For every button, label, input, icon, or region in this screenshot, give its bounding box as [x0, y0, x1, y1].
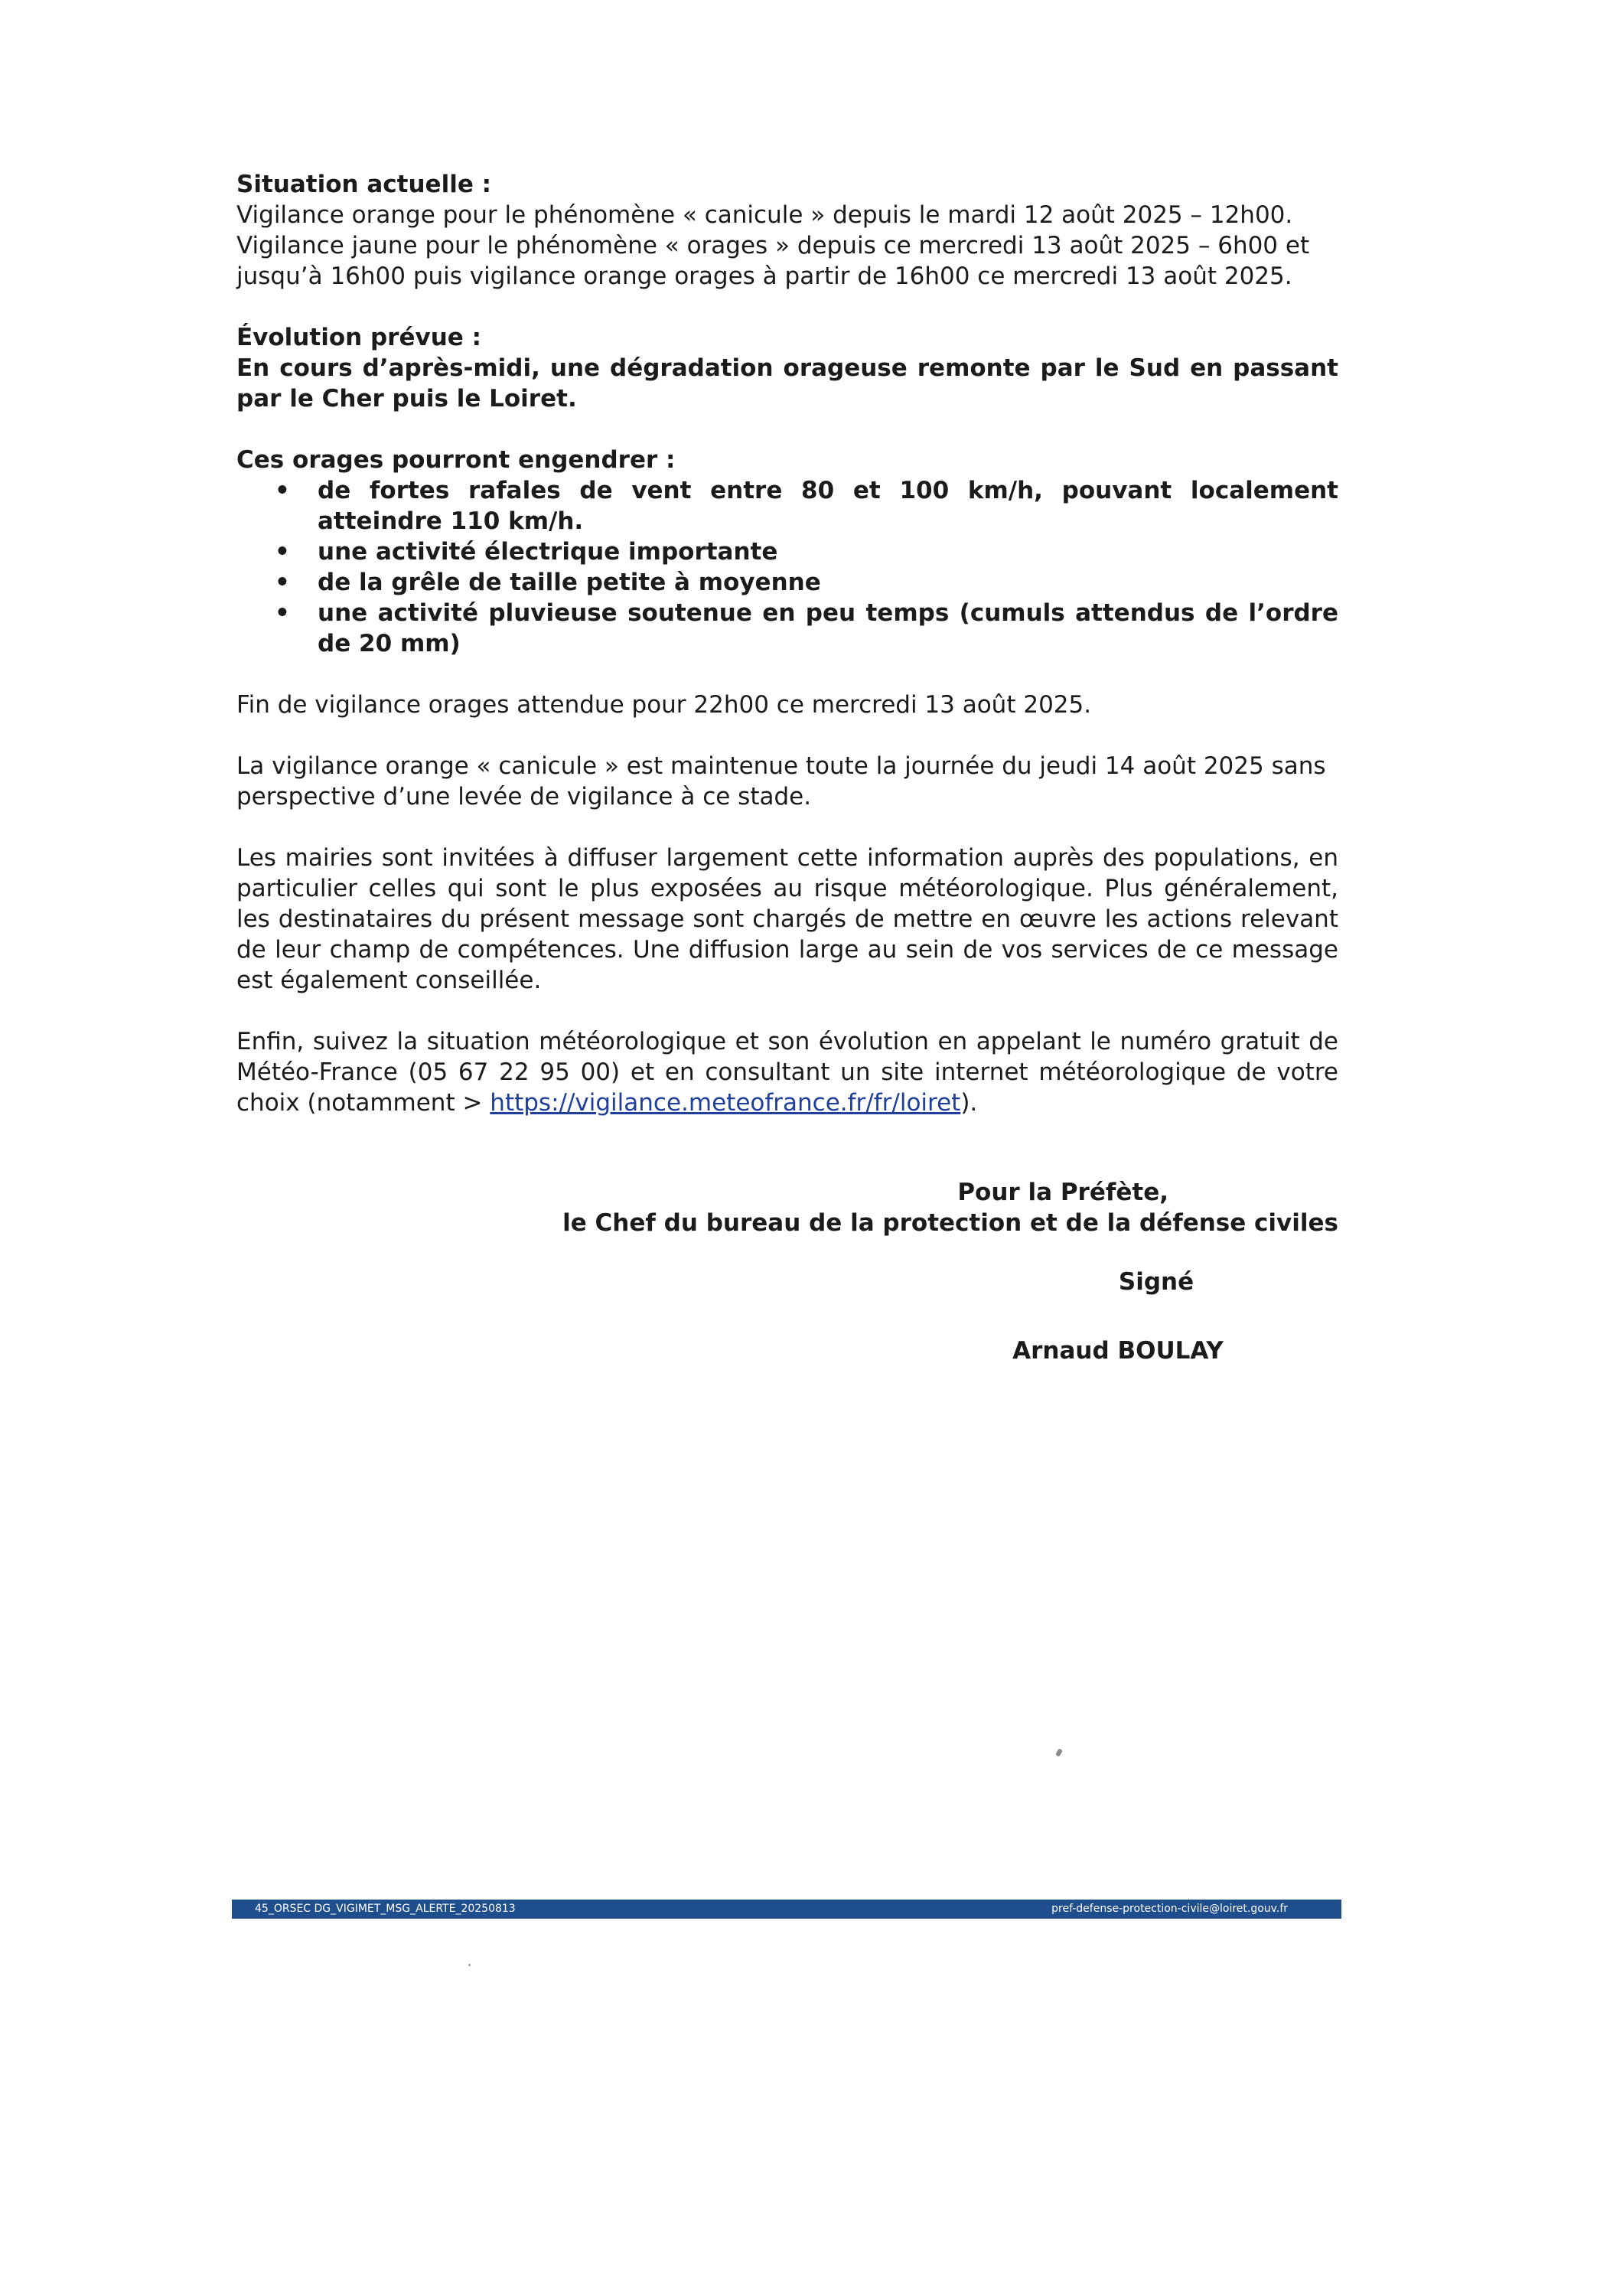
scan-speck — [1055, 1748, 1063, 1757]
orages-item-text: une activité électrique importante — [318, 538, 778, 566]
enfin-text-after: ). — [960, 1089, 978, 1117]
list-item — [236, 567, 1338, 598]
situation-orages-line: Vigilance jaune pour le phénomène « orages » depuis ce mercredi 13 août 2025 – 6h00 et jusqu’à 16h00 puis vigilance orange orages à partir de 16h00 ce mercredi 13 août 2025. — [236, 232, 1310, 290]
footer-bar — [232, 1900, 1341, 1919]
evolution-text: En cours d’après-midi, une dégradation orageuse remonte par le Sud en passant par le Cher puis le Loiret. — [236, 354, 1338, 413]
orages-intro: Ces orages pourront engendrer : — [236, 446, 676, 474]
evolution-heading: Évolution prévue : — [236, 324, 481, 351]
situation-heading: Situation actuelle : — [236, 171, 492, 198]
fin-vigilance-text: Fin de vigilance orages attendue pour 22h00 ce mercredi 13 août 2025. — [236, 691, 1092, 719]
situation-canicule-line: Vigilance orange pour le phénomène « canicule » depuis le mardi 12 août 2025 – 12h00. — [236, 201, 1293, 229]
list-item — [236, 475, 1338, 536]
bullet-icon: • — [275, 477, 290, 504]
signature-title: le Chef du bureau de la protection et de la défense civiles — [562, 1209, 1338, 1237]
list-item — [236, 536, 1338, 567]
orages-list — [236, 475, 1338, 659]
signature-pour-la-prefete: Pour la Préfète, — [957, 1179, 1168, 1206]
signature-signe: Signé — [1118, 1268, 1194, 1296]
canicule-text: La vigilance orange « canicule » est maintenue toute la journée du jeudi 14 août 2025 sans perspective d’une levée de vigilance à ce stade. — [236, 752, 1326, 810]
scan-dot — [468, 1964, 471, 1966]
message-body — [236, 169, 1338, 1118]
orages-item-text: de fortes rafales de vent entre 80 et 100 km/h, pouvant localement atteindre 110 km/h. — [318, 477, 1338, 535]
footer-email: pref-defense-protection-civile@loiret.gouv.fr — [1051, 1903, 1288, 1915]
list-item — [236, 598, 1338, 659]
signature-block — [236, 1177, 1338, 1365]
bullet-icon: • — [275, 538, 290, 566]
mairies-text: Les mairies sont invitées à diffuser largement cette information auprès des populations, en particulier celles qui sont le plus exposées au risque météorologique. Plus généralement, les destinataires du présent message sont chargés de mettre en œuvre les actions relevant de leur champ de compétences. Une diffusion large au sein de vos services de ce message est également conseillée. — [236, 844, 1338, 994]
signature-name: Arnaud BOULAY — [1012, 1337, 1224, 1365]
orages-item-text: de la grêle de taille petite à moyenne — [318, 569, 821, 596]
footer-reference: 45_ORSEC DG_VIGIMET_MSG_ALERTE_20250813 — [255, 1903, 516, 1915]
vigilance-link[interactable]: https://vigilance.meteofrance.fr/fr/loiret — [490, 1089, 961, 1117]
enfin-text — [236, 1026, 1338, 1118]
orages-item-text: une activité pluvieuse soutenue en peu temps (cumuls attendus de l’ordre de 20 mm) — [318, 599, 1338, 657]
bullet-icon: • — [275, 599, 290, 627]
bullet-icon: • — [275, 569, 290, 596]
enfin-text-before: Enfin, suivez la situation météorologique et son évolution en appelant le numéro gratuit de Météo-France (05 67 22 95 00) et en consultant un site internet météorologique de votre choix (notamment > — [236, 1028, 1338, 1117]
